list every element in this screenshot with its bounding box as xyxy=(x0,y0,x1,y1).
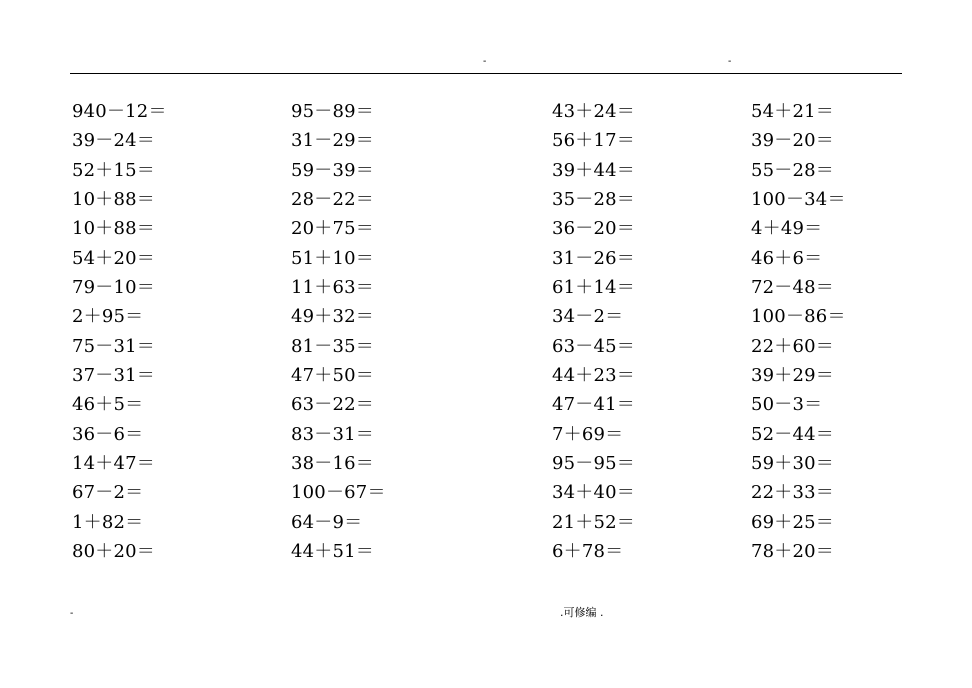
problem-item: 44＋23＝ xyxy=(552,365,636,387)
problem-column-3 xyxy=(552,97,635,567)
problem-item: 22＋33＝ xyxy=(751,482,835,504)
problem-item: 100－34＝ xyxy=(751,189,846,211)
problem-item: 61＋14＝ xyxy=(552,277,636,299)
problem-item: 54＋20＝ xyxy=(72,247,156,269)
problem-item: 49＋32＝ xyxy=(291,306,375,328)
problem-item: 100－67＝ xyxy=(291,482,386,504)
problem-item: 78＋20＝ xyxy=(751,541,835,563)
problem-item: 52＋15＝ xyxy=(72,159,156,181)
problem-item: 75－31＝ xyxy=(72,335,156,357)
problem-item: 95－89＝ xyxy=(291,101,375,122)
problem-item: 11＋63＝ xyxy=(291,277,375,299)
problem-item: 69＋25＝ xyxy=(751,511,835,533)
problem-item: 72－48＝ xyxy=(751,277,835,299)
problem-item: 6＋78＝ xyxy=(552,541,624,563)
problem-item: 1＋82＝ xyxy=(72,511,144,533)
problem-item: 28－22＝ xyxy=(291,189,375,211)
header-mark-left: - xyxy=(483,56,487,67)
problem-item: 31－29＝ xyxy=(291,130,375,152)
problem-item: 54＋21＝ xyxy=(751,101,835,122)
problem-item: 10＋88＝ xyxy=(72,218,156,240)
problem-item: 81－35＝ xyxy=(291,335,375,357)
problem-item: 59＋30＝ xyxy=(751,453,835,475)
problem-item: 38－16＝ xyxy=(291,453,375,475)
problem-item: 39＋44＝ xyxy=(552,159,636,181)
problem-item: 21＋52＝ xyxy=(552,511,636,533)
header-mark-right: - xyxy=(728,56,732,67)
problem-item: 64－9＝ xyxy=(291,511,363,533)
problem-item: 80＋20＝ xyxy=(72,541,156,563)
problem-item: 46＋6＝ xyxy=(751,247,823,269)
problem-item: 67－2＝ xyxy=(72,482,144,504)
problem-column-4 xyxy=(751,97,846,567)
problem-item: 37－31＝ xyxy=(72,365,156,387)
problem-column-2 xyxy=(291,97,386,567)
problem-item: 39－24＝ xyxy=(72,130,156,152)
problem-item: 7＋69＝ xyxy=(552,423,624,445)
problem-item: 10＋88＝ xyxy=(72,189,156,211)
problem-column-1 xyxy=(72,97,167,567)
header-rule xyxy=(70,73,902,74)
problem-item: 63－45＝ xyxy=(552,335,636,357)
problem-item: 35－28＝ xyxy=(552,189,636,211)
problem-item: 36－20＝ xyxy=(552,218,636,240)
problem-item: 55－28＝ xyxy=(751,159,835,181)
problem-item: 100－86＝ xyxy=(751,306,846,328)
problem-item: 46＋5＝ xyxy=(72,394,144,416)
problem-item: 47＋50＝ xyxy=(291,365,375,387)
problem-item: 43＋24＝ xyxy=(552,101,636,122)
problem-item: 22＋60＝ xyxy=(751,335,835,357)
problem-item: 39＋29＝ xyxy=(751,365,835,387)
problem-item: 31－26＝ xyxy=(552,247,636,269)
problem-item: 4＋49＝ xyxy=(751,218,823,240)
problem-item: 36－6＝ xyxy=(72,423,144,445)
problem-item: 39－20＝ xyxy=(751,130,835,152)
problem-item: 50－3＝ xyxy=(751,394,823,416)
problem-item: 83－31＝ xyxy=(291,423,375,445)
arithmetic-grid xyxy=(0,97,972,577)
problem-item: 47－41＝ xyxy=(552,394,636,416)
problem-item: 34－2＝ xyxy=(552,306,624,328)
problem-item: 56＋17＝ xyxy=(552,130,636,152)
problem-item: 95－95＝ xyxy=(552,453,636,475)
problem-item: 14＋47＝ xyxy=(72,453,156,475)
problem-item: 2＋95＝ xyxy=(72,306,144,328)
problem-item: 44＋51＝ xyxy=(291,541,375,563)
problem-item: 63－22＝ xyxy=(291,394,375,416)
problem-item: 51＋10＝ xyxy=(291,247,375,269)
footer-dash: - xyxy=(70,608,74,619)
problem-item: 34＋40＝ xyxy=(552,482,636,504)
footer-note: .可修编 . xyxy=(560,606,604,619)
problem-item: 52－44＝ xyxy=(751,423,835,445)
problem-item: 79－10＝ xyxy=(72,277,156,299)
problem-item: 59－39＝ xyxy=(291,159,375,181)
problem-item: 20＋75＝ xyxy=(291,218,375,240)
problem-item: 940－12＝ xyxy=(72,101,167,122)
